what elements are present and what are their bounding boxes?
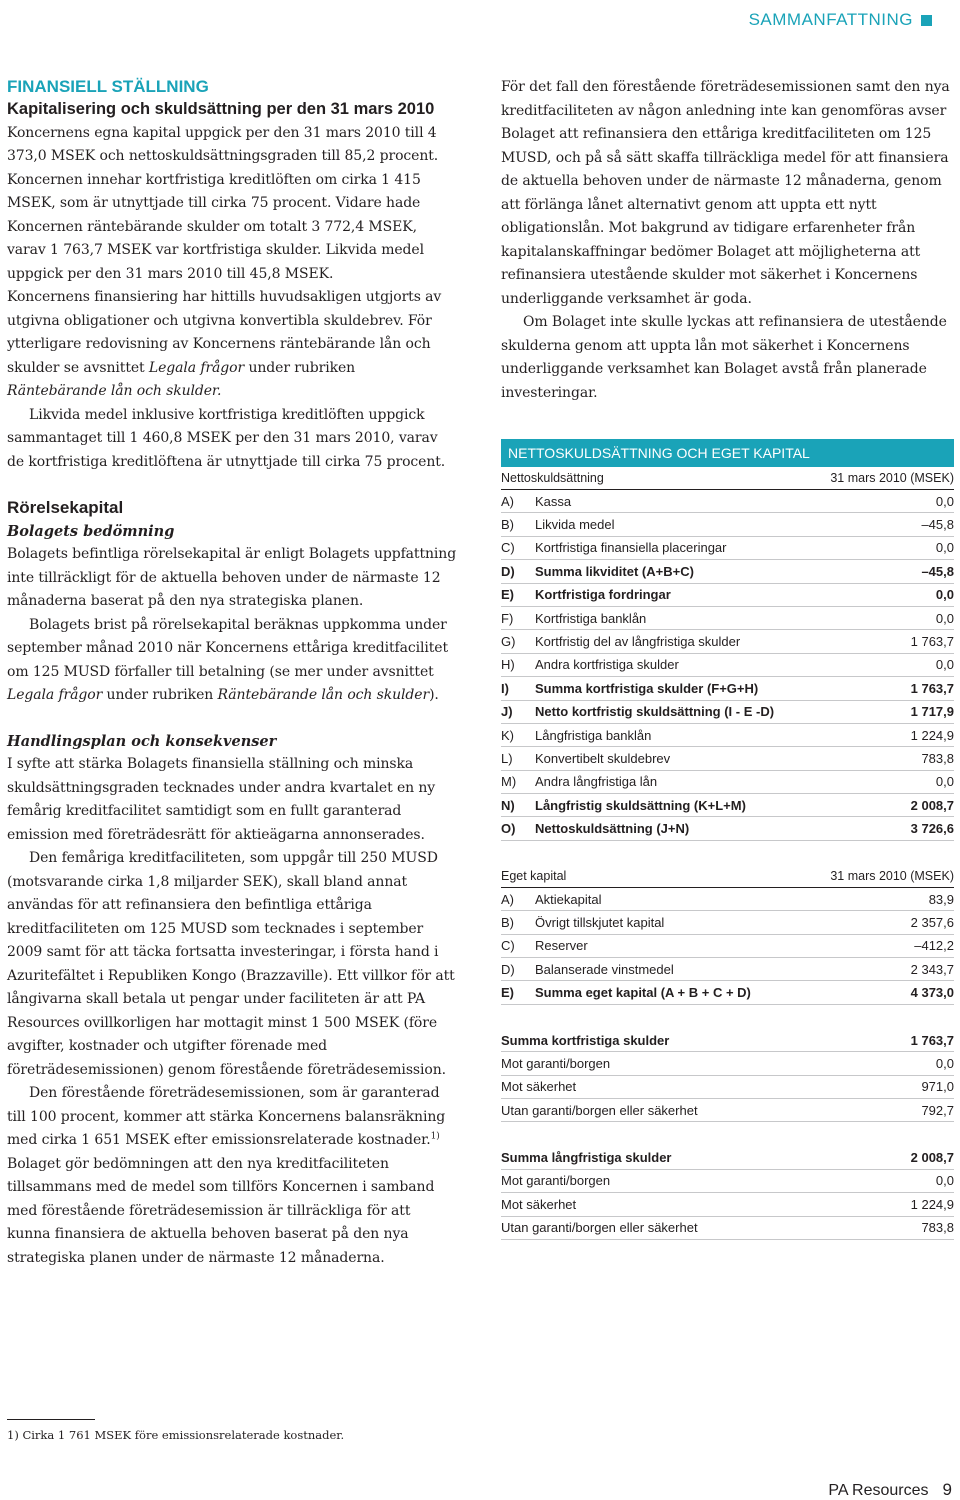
table-row [501, 1075, 954, 1098]
page-number: 9 [942, 1480, 952, 1499]
row-value: 1 224,9 [872, 1193, 954, 1216]
row-key: C) [501, 536, 535, 559]
subheading-italic: Handlingsplan och konsekvenser [7, 732, 277, 750]
page-header [749, 10, 932, 30]
long-term-debt-table [501, 1146, 954, 1240]
paragraph: Den femåriga kreditfaciliteten, som uppgår till 250 MUSD (motsvarande cirka 1,8 miljarder SEK), skall bland annat användas för att refinansiera den befintliga ettåriga kreditfaciliteten om 125 MUSD som tecknades i september 2009 samt för att täcka fortsatta investeringar, i första hand i Azuritefältet i Republiken Kongo (Brazzaville). Ett villkor för att långivarna skall betala ut pengar under faciliteten är att PA Resources ovillkorligen har mottagit minst 1 500 MSEK (före avgifter, kostnader och utgifter förenade med företrädesemissionen) genom förestående företrädesemission. [7, 850, 455, 1078]
row-label: Mot garanti/borgen [501, 1052, 872, 1075]
section-title: SAMMANFATTNING [748, 10, 913, 29]
row-label: Kortfristiga banklån [535, 606, 811, 629]
row-label: Kortfristiga finansiella placeringar [535, 536, 811, 559]
row-value: 0,0 [872, 1169, 954, 1192]
subheading: Rörelsekapital [7, 498, 124, 517]
left-column [7, 76, 457, 1270]
row-value: 2 357,6 [801, 911, 954, 934]
row-label: Aktiekapital [535, 887, 801, 910]
row-value: –412,2 [801, 934, 954, 957]
row-value: 1 763,7 [811, 677, 954, 700]
page-footer [828, 1480, 952, 1500]
table-row [501, 817, 954, 840]
row-value: 0,0 [811, 583, 954, 606]
row-label: Summa eget kapital (A + B + C + D) [535, 981, 801, 1004]
table-row [501, 1098, 954, 1121]
paragraph: Bolagets brist på rörelsekapital beräknas uppkomma under september månad 2010 när Koncernens ettåriga kreditfacilitet om 125 MUSD förfaller till betalning (se mer under avsnittet Legala frågor under rubriken Räntebärande lån och skulder). [7, 616, 448, 703]
table-header: Nettoskuldsättning 31 mars 2010 (MSEK) [501, 467, 954, 490]
table-row [501, 1216, 954, 1239]
row-label: Summa likviditet (A+B+C) [535, 560, 811, 583]
paragraph: Om Bolaget inte skulle lyckas att refinansiera de utestående skulderna genom att uppta lån mot säkerhet i Koncernens underliggande verksamhet kan Bolaget avstå från planerade investeringar. [501, 314, 947, 401]
paragraph: I syfte att stärka Bolagets finansiella ställning och minska skuldsättningsgraden tecknades under andra kvartalet en ny femårig kreditfacilitet samtidigt som en fullt garanterad emission med företrädesrätt för aktieägarna annonserades. [7, 756, 436, 843]
paragraph: Likvida medel inklusive kortfristiga kreditlöften uppgick sammantaget till 1 460,8 MSEK per den 31 mars 2010, varav de kortfristiga kreditlöftena är utnyttjade till cirka 75 procent. [7, 406, 446, 470]
row-label: Summa kortfristiga skulder (F+G+H) [535, 677, 811, 700]
table-row [501, 490, 954, 513]
row-key: F) [501, 606, 535, 629]
row-key: B) [501, 513, 535, 536]
row-key: K) [501, 723, 535, 746]
row-key: J) [501, 700, 535, 723]
row-value: 0,0 [872, 1052, 954, 1075]
row-key: G) [501, 630, 535, 653]
row-value: 0,0 [811, 490, 954, 513]
table-row [501, 536, 954, 559]
table-row [501, 560, 954, 583]
table-row [501, 583, 954, 606]
section-square-icon [921, 15, 932, 26]
row-label: Netto kortfristig skuldsättning (I - E -D) [535, 700, 811, 723]
row-value: 4 373,0 [801, 981, 954, 1004]
table-row [501, 1052, 954, 1075]
table-row [501, 981, 954, 1004]
row-key: A) [501, 887, 535, 910]
row-key: I) [501, 677, 535, 700]
footnote: 1) Cirka 1 761 MSEK före emissionsrelaterade kostnader. [7, 1428, 345, 1442]
footnote-divider [7, 1419, 95, 1420]
row-value: 783,8 [811, 747, 954, 770]
row-key: E) [501, 583, 535, 606]
row-key: D) [501, 958, 535, 981]
row-value: 0,0 [811, 606, 954, 629]
table-row [501, 1169, 954, 1192]
row-label: Reserver [535, 934, 801, 957]
row-label: Konvertibelt skuldebrev [535, 747, 811, 770]
row-value: 0,0 [811, 653, 954, 676]
net-debt-table [501, 467, 954, 841]
table-row [501, 794, 954, 817]
row-label: Likvida medel [535, 513, 811, 536]
table-row [501, 958, 954, 981]
table-row [501, 723, 954, 746]
table-row [501, 911, 954, 934]
row-label: Summa kortfristiga skulder [501, 1029, 872, 1052]
table-row [501, 934, 954, 957]
row-key: M) [501, 770, 535, 793]
row-value: 2 343,7 [801, 958, 954, 981]
row-label: Nettoskuldsättning (J+N) [535, 817, 811, 840]
table-row [501, 747, 954, 770]
row-key: D) [501, 560, 535, 583]
row-value: 1 717,9 [811, 700, 954, 723]
row-value: 1 224,9 [811, 723, 954, 746]
table-row [501, 700, 954, 723]
row-label: Kassa [535, 490, 811, 513]
row-value: –45,8 [811, 513, 954, 536]
table-row [501, 770, 954, 793]
row-value: 2 008,7 [811, 794, 954, 817]
paragraph: Den förestående företrädesemissionen, som är garanterad till 100 procent, kommer att stärka Koncernens balansräkning med cirka 1 651 MSEK efter emissionsrelaterade kostnader.$^{1)}$ Bolaget gör bedömningen att den nya kreditfaciliteten tillsammans med de medel som tillförs Koncernen i samband med förestående företrädesemission är tillräckliga för att kunna finansiera de aktuella behoven baserat på den nya strategiska planen under de närmaste 12 månaderna. [7, 1085, 446, 1266]
paragraph: Koncernens finansiering har hittills huvudsakligen utgjorts av utgivna obligationer och utgivna konvertibla skuldebrev. För ytterligare redovisning av Koncernens räntebärande lån och skulder se avsnittet Legala frågor under rubriken Räntebärande lån och skulder. [7, 289, 442, 399]
row-label: Långfristiga banklån [535, 723, 811, 746]
table-row [501, 677, 954, 700]
subheading: Kapitalisering och skuldsättning per den 31 mars 2010 [7, 100, 435, 118]
section-heading: FINANSIELL STÄLLNING [7, 77, 209, 96]
row-label: Kortfristiga fordringar [535, 583, 811, 606]
paragraph: Koncernens egna kapital uppgick per den 31 mars 2010 till 4 373,0 MSEK och nettoskuldsättningsgraden till 85,2 procent. Koncernen innehar kortfristiga kreditlöften om cirka 1 415 MSEK, som är utnyttjade till cirka 75 procent. Vidare hade Koncernen räntebärande skulder om totalt 3 772,4 MSEK, varav 1 763,7 MSEK var kortfristiga skulder. Likvida medel uppgick per den 31 mars 2010 till 45,8 MSEK. [7, 124, 439, 282]
row-value: 2 008,7 [872, 1146, 954, 1169]
row-key: E) [501, 981, 535, 1004]
table-row [501, 887, 954, 910]
table-row [501, 630, 954, 653]
row-key: N) [501, 794, 535, 817]
row-value: 1 763,7 [872, 1029, 954, 1052]
paragraph: För det fall den förestående företrädesemissionen samt den nya kreditfaciliteten av någon anledning inte kan genomföras avser Bolaget att refinansiera den ettåriga kreditfaciliteten om 125 MUSD, och på så sätt skaffa tillräckliga medel för att finansiera de aktuella behoven under de närmaste 12 månaderna, genom att förlänga lånet alternativt genom att uppta ett nytt obligationslån. Mot bakgrund av tidigare erfarenheter från kapitalanskaffningar bedömer Bolaget att möjligheterna att refinansiera utestående skulder mot säkerhet i Koncernens underliggande verksamhet är goda. [501, 79, 950, 307]
row-key: H) [501, 653, 535, 676]
table-row [501, 513, 954, 536]
row-label: Utan garanti/borgen eller säkerhet [501, 1216, 872, 1239]
row-label: Utan garanti/borgen eller säkerhet [501, 1098, 872, 1121]
row-value: 0,0 [811, 770, 954, 793]
row-value: 1 763,7 [811, 630, 954, 653]
table-row [501, 1193, 954, 1216]
right-column [501, 76, 954, 1240]
short-term-debt-table [501, 1029, 954, 1123]
row-value: –45,8 [811, 560, 954, 583]
row-label: Kortfristig del av långfristiga skulder [535, 630, 811, 653]
table-row [501, 1146, 954, 1169]
table-row [501, 653, 954, 676]
row-key: C) [501, 934, 535, 957]
row-label: Summa långfristiga skulder [501, 1146, 872, 1169]
company-name: PA Resources [828, 1482, 929, 1499]
row-label: Andra kortfristiga skulder [535, 653, 811, 676]
row-label: Mot säkerhet [501, 1075, 872, 1098]
table-header: Eget kapital 31 mars 2010 (MSEK) [501, 865, 954, 888]
row-key: L) [501, 747, 535, 770]
row-value: 792,7 [872, 1098, 954, 1121]
table-row [501, 606, 954, 629]
row-label: Mot garanti/borgen [501, 1169, 872, 1192]
row-label: Långfristig skuldsättning (K+L+M) [535, 794, 811, 817]
equity-table [501, 865, 954, 1005]
row-label: Övrigt tillskjutet kapital [535, 911, 801, 934]
row-label: Mot säkerhet [501, 1193, 872, 1216]
row-value: 783,8 [872, 1216, 954, 1239]
row-label: Andra långfristiga lån [535, 770, 811, 793]
row-label: Balanserade vinstmedel [535, 958, 801, 981]
row-value: 83,9 [801, 887, 954, 910]
row-key: O) [501, 817, 535, 840]
subheading-italic: Bolagets bedömning [7, 522, 175, 540]
row-key: B) [501, 911, 535, 934]
table-box-title: NETTOSKULDSÄTTNING OCH EGET KAPITAL [501, 439, 954, 467]
table-row [501, 1029, 954, 1052]
row-value: 971,0 [872, 1075, 954, 1098]
row-key: A) [501, 490, 535, 513]
row-value: 3 726,6 [811, 817, 954, 840]
row-value: 0,0 [811, 536, 954, 559]
paragraph: Bolagets befintliga rörelsekapital är enligt Bolagets uppfattning inte tillräckligt för de aktuella behoven under de närmaste 12 månaderna baserat på den nya strategiska planen. [7, 546, 457, 609]
